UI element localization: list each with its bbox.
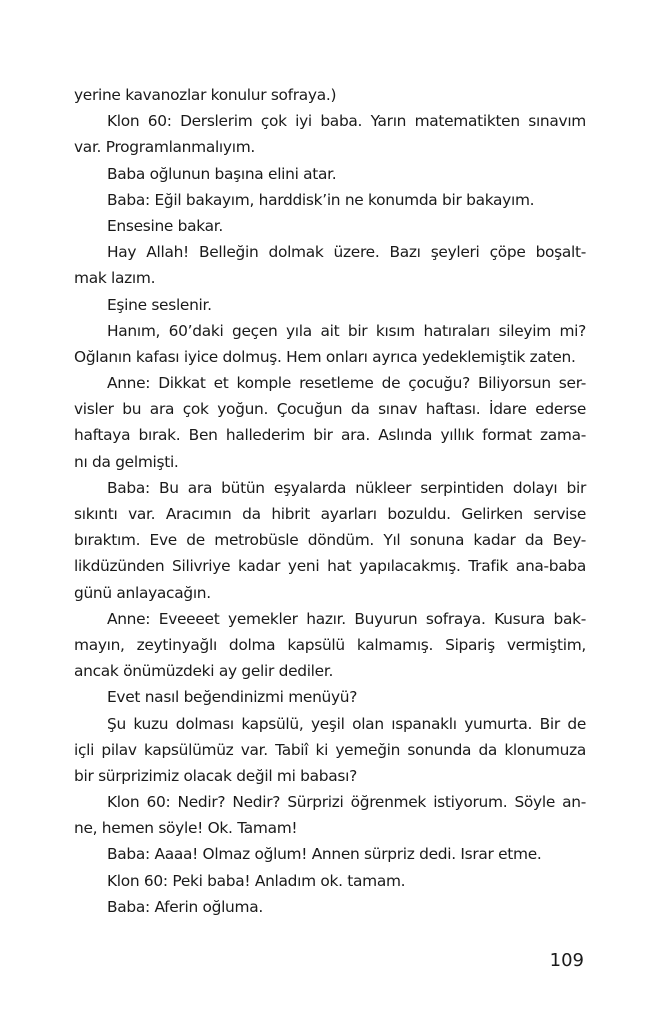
text-line: mayın, zeytinyağlı dolma kapsülü kalmamış. Sipariş vermiştim, xyxy=(74,635,586,654)
text-line: Klon 60: Derslerim çok iyi baba. Yarın matematikten sınavım xyxy=(107,112,586,131)
text-line: Baba: Aferin oğluma. xyxy=(107,897,263,916)
text-line: sıkıntı var. Aracımın da hibrit ayarları bozuldu. Gelirken servise xyxy=(74,505,586,523)
text-line: yerine kavanozlar konulur sofraya.) xyxy=(74,86,337,104)
text-line: nı da gelmişti. xyxy=(74,452,179,471)
body-text xyxy=(74,82,586,920)
text-line: Ensesine bakar. xyxy=(107,216,223,235)
text-line: Evet nasıl beğendinizmi menüyü? xyxy=(107,688,358,707)
text-line: ancak önümüzdeki ay gelir dediler. xyxy=(74,662,334,681)
text-line: Baba oğlunun başına elini atar. xyxy=(107,164,337,183)
text-line: bir sürprizimiz olacak değil mi babası? xyxy=(74,766,357,785)
text-line: ne, hemen söyle! Ok. Tamam! xyxy=(74,819,298,838)
text-line: haftaya bırak. Ben hallederim bir ara. Aslında yıllık format zama- xyxy=(74,426,586,445)
text-line: Anne: Eveeeet yemekler hazır. Buyurun sofraya. Kusura bak- xyxy=(107,609,586,628)
text-line: Hanım, 60’daki geçen yıla ait bir kısım hatıraları sileyim mi? xyxy=(107,321,586,340)
text-line: Baba: Bu ara bütün eşyalarda nükleer serpintiden dolayı bir xyxy=(107,478,586,497)
text-line: Baba: Eğil bakayım, harddisk’in ne konumda bir bakayım. xyxy=(107,190,535,209)
text-line: Baba: Aaaa! Olmaz oğlum! Annen sürpriz dedi. Israr etme. xyxy=(107,845,542,864)
text-line: günü anlayacağın. xyxy=(74,583,211,602)
text-line: Hay Allah! Belleğin dolmak üzere. Bazı şeyleri çöpe boşalt- xyxy=(107,243,586,262)
text-line: mak lazım. xyxy=(74,269,156,288)
text-line: Eşine seslenir. xyxy=(107,295,212,314)
text-line: visler bu ara çok yoğun. Çocuğun da sınav haftası. İdare ederse xyxy=(74,400,586,419)
page-number: 109 xyxy=(549,950,584,971)
text-line: Anne: Dikkat et komple resetleme de çocuğu? Biliyorsun ser- xyxy=(107,374,586,393)
text-line: Klon 60: Peki baba! Anladım ok. tamam. xyxy=(107,871,406,890)
text-line: Oğlanın kafası iyice dolmuş. Hem onları ayrıca yedeklemiştik zaten. xyxy=(74,347,576,366)
text-line: Klon 60: Nedir? Nedir? Sürprizi öğrenmek istiyorum. Söyle an- xyxy=(107,793,586,812)
text-line: likdüzünden Silivriye kadar yeni hat yapılacakmış. Trafik ana-baba xyxy=(74,557,586,576)
text-line: var. Programlanmalıyım. xyxy=(74,138,255,157)
text-line: içli pilav kapsülümüz var. Tabiî ki yemeğin sonunda da klonumuza xyxy=(74,740,586,759)
text-line: Şu kuzu dolması kapsülü, yeşil olan ıspanaklı yumurta. Bir de xyxy=(107,714,586,733)
text-line: bıraktım. Eve de metrobüsle döndüm. Yıl sonuna kadar da Bey- xyxy=(74,531,586,550)
